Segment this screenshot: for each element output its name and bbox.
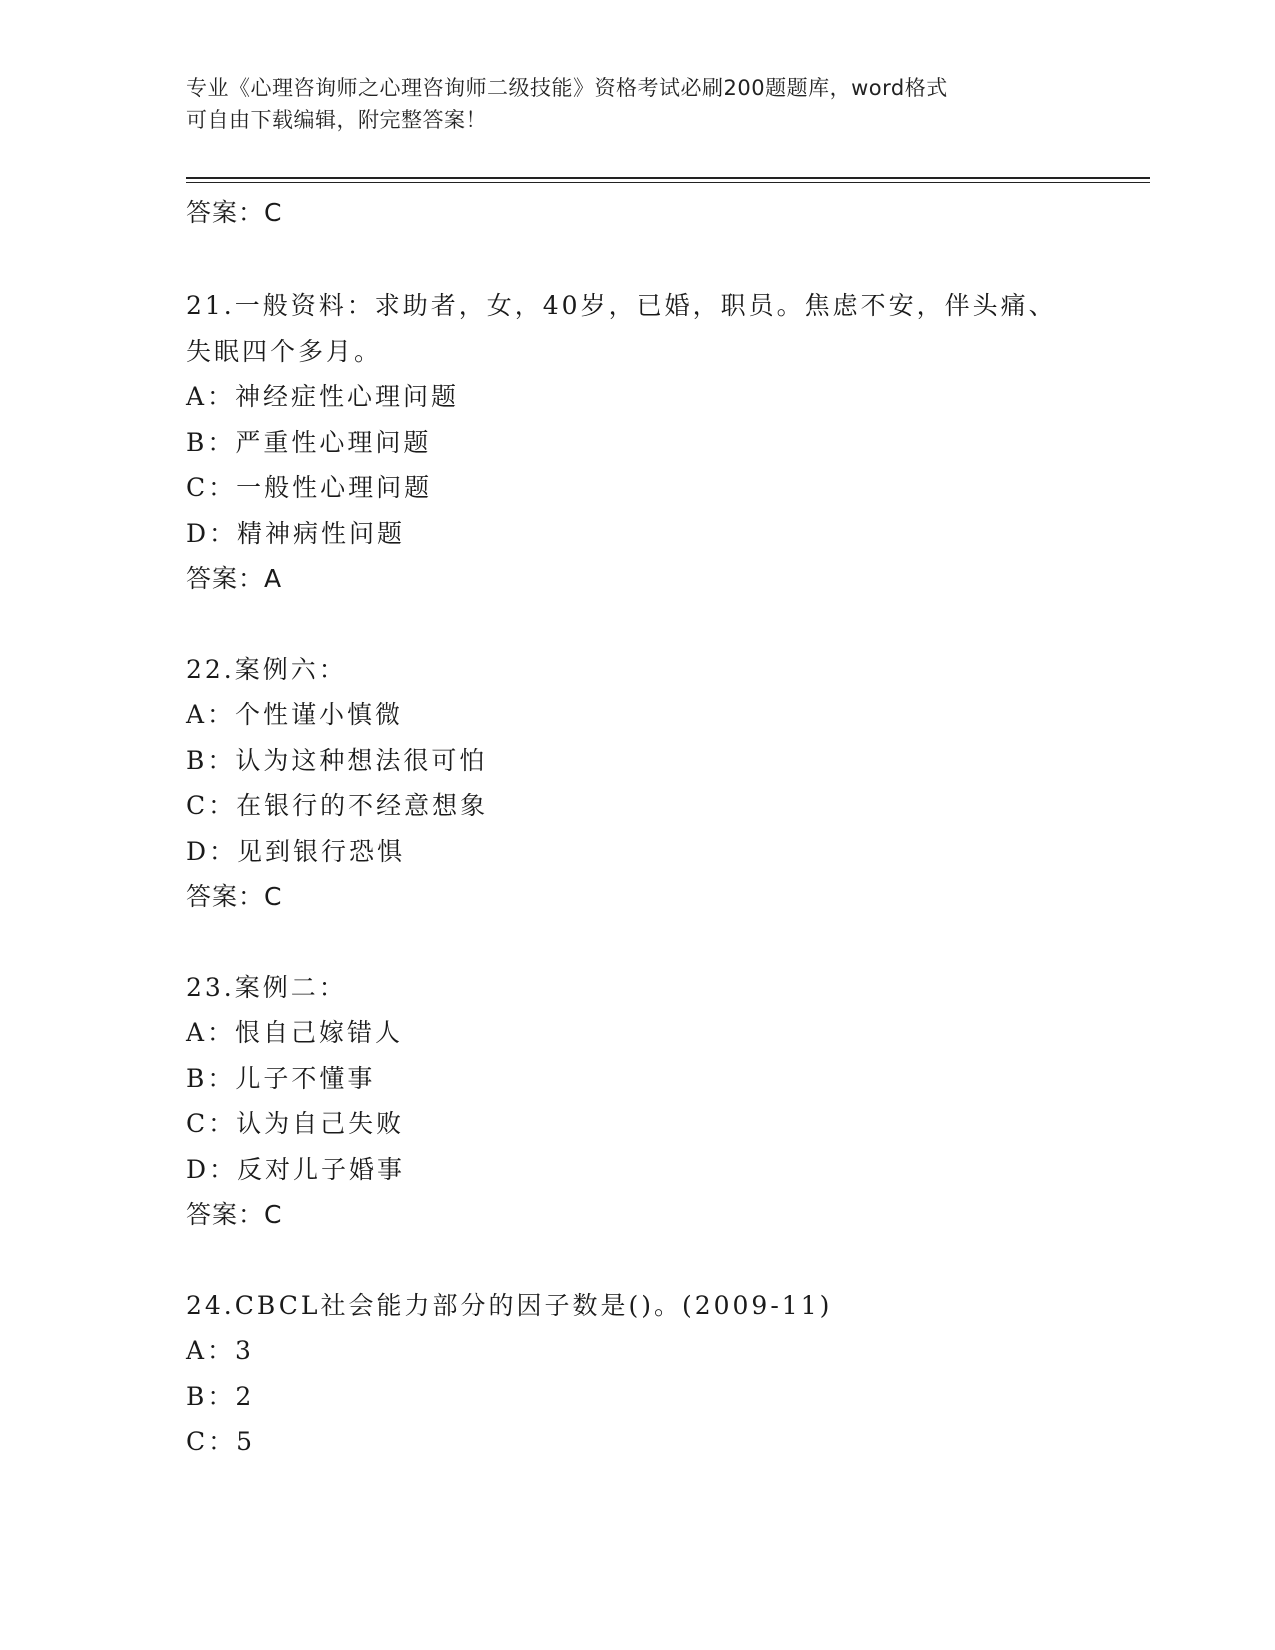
spacer	[186, 602, 1126, 647]
option-b: B：儿子不懂事	[186, 1063, 376, 1093]
option-a: A：恨自己嫁错人	[186, 1018, 404, 1047]
previous-answer: 答案：C	[186, 198, 283, 227]
answer: 答案：C	[186, 882, 283, 911]
question-stem: 22.案例六：	[186, 654, 347, 684]
question-list	[186, 188, 1126, 1465]
question-stem: 21.一般资料：求助者，女，40岁，已婚，职员。焦虑不安，伴头痛、	[186, 291, 1057, 320]
option-a: A：3	[186, 1336, 254, 1365]
option-b: B：2	[186, 1381, 255, 1411]
page-header	[186, 72, 1066, 136]
option-d: D：反对儿子婚事	[186, 1154, 406, 1184]
question-24	[186, 1283, 1126, 1465]
question-22	[186, 647, 1126, 920]
option-b: B：严重性心理问题	[186, 427, 432, 457]
header-line-2: 可自由下载编辑，附完整答案！	[186, 108, 487, 132]
option-c: C：认为自己失败	[186, 1109, 405, 1138]
spacer	[186, 238, 1126, 283]
question-stem: 23.案例二：	[186, 972, 347, 1002]
option-c: C：一般性心理问题	[186, 473, 433, 502]
answer: 答案：C	[186, 1200, 283, 1229]
spacer	[186, 1238, 1126, 1283]
option-c: C：5	[186, 1427, 256, 1456]
option-c: C：在银行的不经意想象	[186, 791, 489, 820]
header-rule-thin	[186, 182, 1150, 183]
option-d: D：见到银行恐惧	[186, 836, 406, 866]
question-21	[186, 283, 1126, 602]
option-a: A：神经症性心理问题	[186, 382, 460, 411]
option-d: D：精神病性问题	[186, 518, 406, 548]
header-rule-thick	[186, 177, 1150, 179]
option-b: B：认为这种想法很可怕	[186, 745, 488, 775]
header-line-1: 专业《心理咨询师之心理咨询师二级技能》资格考试必刷200题题库，word格式	[186, 76, 948, 100]
answer: 答案：A	[186, 564, 283, 593]
question-stem: 24.CBCL社会能力部分的因子数是()。(2009-11)	[186, 1290, 833, 1320]
option-a: A：个性谨小慎微	[186, 700, 404, 729]
spacer	[186, 920, 1126, 965]
question-stem-continued: 失眠四个多月。	[186, 336, 383, 366]
question-23	[186, 965, 1126, 1238]
